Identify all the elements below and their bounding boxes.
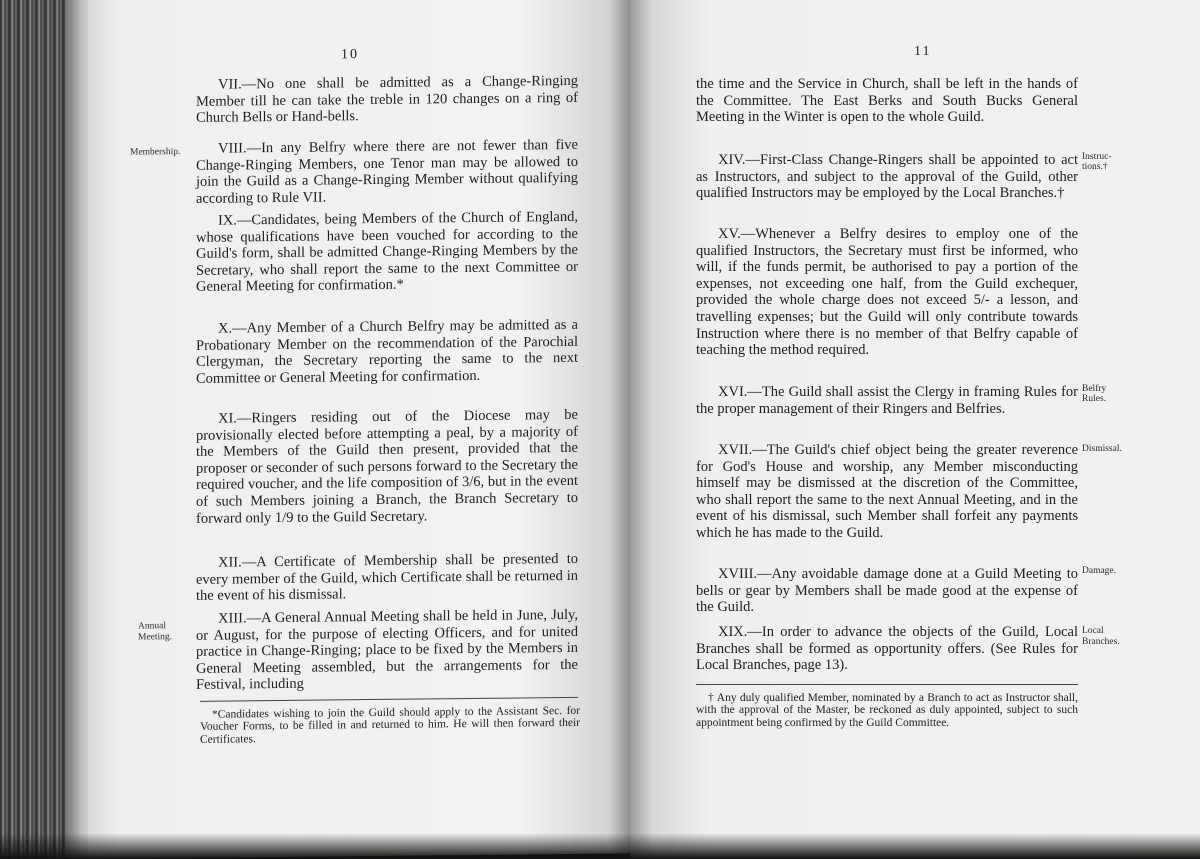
footnote-right: † Any duly qualified Member, nominated by a Branch to act as Instructor shall, with the approval of the Master, be reckoned as duly appointed, subject to such appointment being confirmed by the Guild Committee. [696,692,1078,729]
rule-xvii: XVII.—The Guild's chief object being the greater reverence for God's House and worship, any Member misconducting himself may be dismissed at the discretion of the Committee, who shall report the same to the next Annual Meeting, and in the event of his dismissal, such Member shall forfeit any payments which he has made to the Guild. [696,442,1078,541]
margin-note-membership: Membership. [130,147,181,158]
rule-xi: XI.—Ringers residing out of the Diocese may be provisionally elected before attempting a peal, by a majority of the Members of the Guild then present, provided that the proposer or seconder of such persons forward to the Secretary the required voucher, and the life composition of 3/6, but in the event of such Members joining a Branch, the Branch Secretary to forward only 1/9 to the Guild Secretary. [196,406,578,527]
margin-note-annual: Annual [138,621,166,632]
footnote-left: *Candidates wishing to join the Guild should apply to the Assistant Sec. for Voucher Forms, to be filled in and returned to him. He will then forward their Certificates. [200,704,580,746]
rule-xv: XV.—Whenever a Belfry desires to employ one of the qualified Instructors, the Secretary must first be informed, who will, if the funds permit, be authorised to pay a portion of the expenses, not exceeding one half, from the Guild exchequer, provided the whole charge does not exceed 5/- a lesson, and travelling expenses; but the Guild will only contribute towards Instruction where there is no member of that Belfry capable of teaching the method required. [696,226,1078,359]
rule-xiii: XIII.—A General Annual Meeting shall be held in June, July, or August, for the purpose of electing Officers, and for united practice in Change-Ringing; place to be fixed by the Members in General Meeting assembled, but the arrangements for the Festival, including [196,606,578,694]
rule-xii: XII.—A Certificate of Membership shall be presented to every member of the Guild, which Certificate shall be returned in the event of his dismissal. [196,550,578,605]
book-page-edges [0,0,92,859]
margin-note-instructions-2: tions.† [1082,162,1108,172]
rule-vii: VII.—No one shall be admitted as a Change-Ringing Member till he can take the treble in 120 changes on a ring of Church Bells or Hand-bells. [196,72,578,127]
margin-note-branches: Branches. [1082,637,1120,647]
rule-xiii-continued: the time and the Service in Church, shall be left in the hands of the Committee. The East Berks and South Bucks General Meeting in the Winter is open to the whole Guild. [696,76,1078,126]
rule-xix: XIX.—In order to advance the objects of the Guild, Local Branches shall be formed as opportunity offers. (See Rules for Local Branches, page 13). [696,624,1078,674]
rule-x: X.—Any Member of a Church Belfry may be admitted as a Probationary Member on the recommendation of the Parochial Clergyman, the Secretary reporting the same to the next Committee or General Meeting for confirmation. [196,316,578,387]
margin-note-dismissal: Dismissal. [1082,444,1122,454]
page-number-left: 10 [341,47,359,63]
footnote-divider-right [696,684,1078,685]
page-number-right: 11 [914,44,932,59]
rule-ix: IX.—Candidates, being Members of the Church of England, whose qualifications have been vouched for according to the Guild's form, shall be admitted Change-Ringing Members by the Secretary, who shall report the same to the next Committee or General Meeting for confirmation.* [196,208,578,296]
margin-note-belfry: Belfry [1082,384,1107,394]
rule-xvi: XVI.—The Guild shall assist the Clergy in framing Rules for the proper management of their Ringers and Belfries. [696,384,1078,417]
right-page [630,0,1200,859]
rule-xviii: XVIII.—Any avoidable damage done at a Guild Meeting to bells or gear by Members shall be made good at the expense of the Guild. [696,566,1078,616]
margin-note-damage: Damage. [1082,566,1117,576]
margin-note-instructions-1: Instruc- [1082,152,1112,162]
rule-xiv: XIV.—First-Class Change-Ringers shall be appointed to act as Instructors, and subject to the approval of the Guild, other qualified Instructors may be employed by the Local Branches.† [696,152,1078,202]
margin-note-rules: Rules. [1082,394,1107,404]
margin-note-meeting: Meeting. [138,632,173,643]
rule-viii: VIII.—In any Belfry where there are not fewer than five Change-Ringing Members, one Tenor man may be allowed to join the Guild as a Change-Ringing Member without qualifying according to Rule VII. [196,136,578,207]
left-page [88,0,630,859]
bottom-shadow [0,833,1200,859]
margin-note-local: Local [1082,626,1104,636]
footnote-divider [200,697,578,702]
